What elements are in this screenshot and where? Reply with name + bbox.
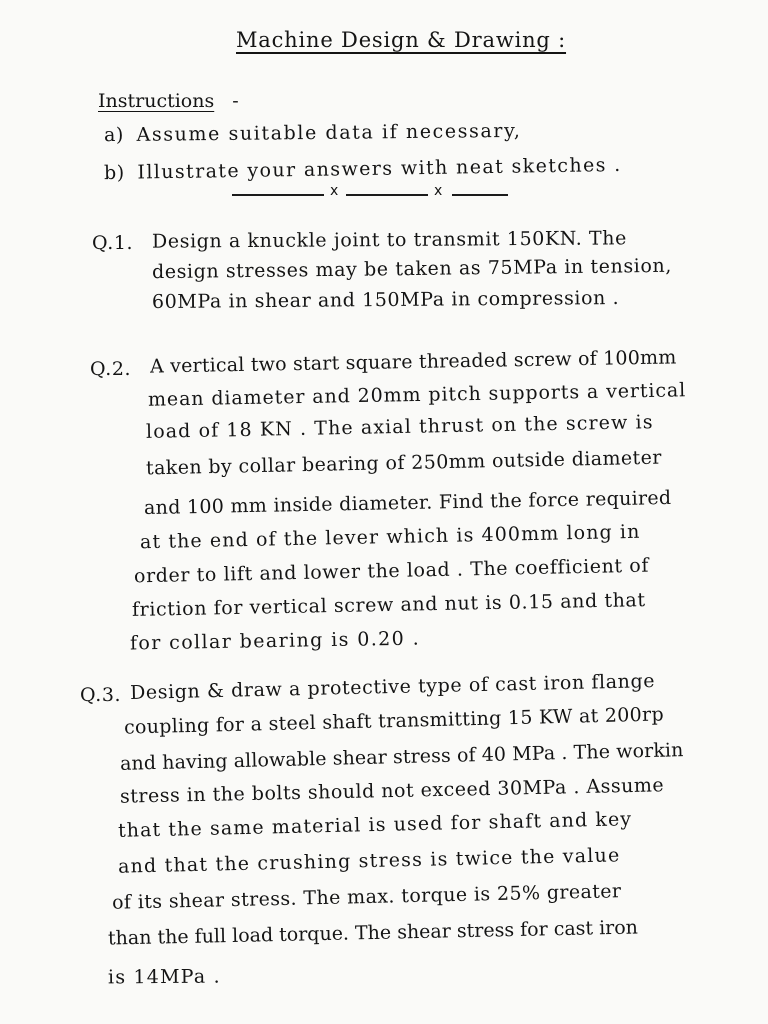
page-title: Machine Design & Drawing : xyxy=(236,28,567,52)
question-line: design stresses may be taken as 75MPa in tension, xyxy=(151,254,673,284)
question-number: Q.2. xyxy=(90,358,132,380)
section-separator xyxy=(232,183,512,203)
question-line: at the end of the lever which is 400mm long in xyxy=(139,520,641,554)
question-line: of its shear stress. The max. torque is 25% greater xyxy=(111,880,622,914)
instructions-heading-dash: - xyxy=(232,90,239,112)
question-line: and 100 mm inside diameter. Find the force required xyxy=(143,486,672,520)
question-number: Q.3. xyxy=(80,684,122,706)
question-line: stress in the bolts should not exceed 30MPa . Assume xyxy=(119,774,665,808)
question-line: and that the crushing stress is twice the value xyxy=(117,844,621,878)
instruction-marker: a) xyxy=(103,123,125,147)
question-line: is 14MPa . xyxy=(107,965,221,989)
separator-rule xyxy=(452,194,508,196)
separator-mark: x xyxy=(434,183,443,199)
question-line: Design & draw a protective type of cast iron flange xyxy=(129,670,656,704)
separator-rule xyxy=(346,194,428,196)
question-line: load of 18 KN . The axial thrust on the screw is xyxy=(145,411,654,443)
separator-mark: x xyxy=(330,183,339,199)
instruction-item xyxy=(103,153,622,185)
question-line: mean diameter and 20mm pitch supports a vertical xyxy=(147,379,687,411)
instruction-item xyxy=(103,119,522,147)
question-line: Design a knuckle joint to transmit 150KN. The xyxy=(151,227,628,253)
question-number: Q.1. xyxy=(92,232,134,254)
question-line: order to lift and lower the load . The coefficient of xyxy=(133,554,650,588)
question-line: coupling for a steel shaft transmitting 15 KW at 200rp xyxy=(123,703,665,739)
instructions-heading xyxy=(98,90,239,112)
question-line: for collar bearing is 0.20 . xyxy=(129,627,421,655)
question-line: A vertical two start square threaded screw of 100mm xyxy=(149,346,677,378)
question-line: than the full load torque. The shear stress for cast iron xyxy=(107,916,639,950)
instruction-text: Illustrate your answers with neat sketches . xyxy=(137,153,622,184)
instructions-heading-label: Instructions xyxy=(98,90,215,112)
question-line: and having allowable shear stress of 40 MPa . The workin xyxy=(119,739,684,775)
question-line: 60MPa in shear and 150MPa in compression . xyxy=(151,286,620,314)
separator-rule xyxy=(232,194,324,196)
instruction-text: Assume suitable data if necessary, xyxy=(136,119,522,146)
question-line: taken by collar bearing of 250mm outside diameter xyxy=(145,446,662,480)
instruction-marker: b) xyxy=(103,161,125,185)
question-line: friction for vertical screw and nut is 0.15 and that xyxy=(131,589,646,621)
question-line: that the same material is used for shaft and key xyxy=(117,808,633,842)
